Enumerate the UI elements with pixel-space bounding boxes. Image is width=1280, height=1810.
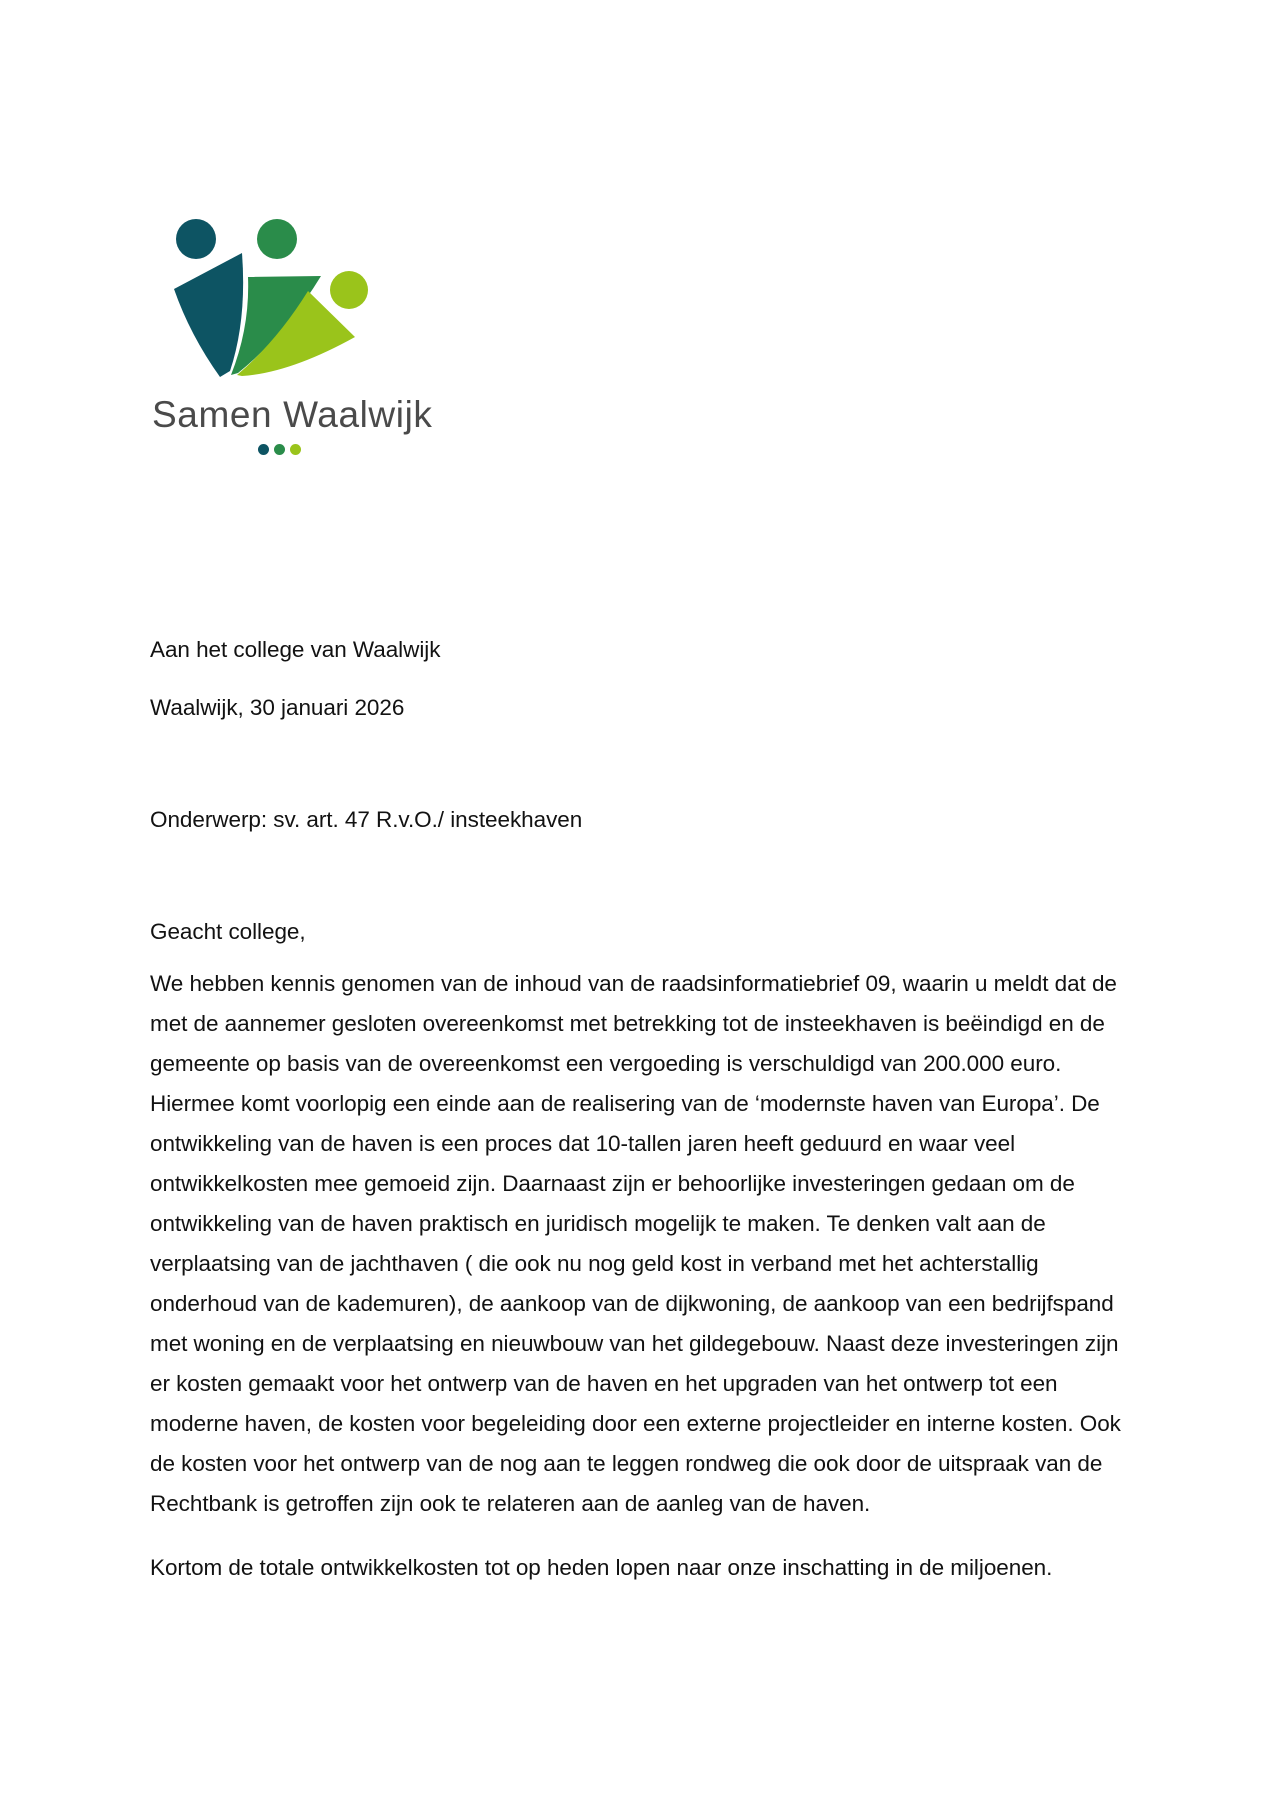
body-paragraph: Kortom de totale ontwikkelkosten tot op heden lopen naar onze inschatting in de miljoenen. (150, 1555, 1053, 1580)
three-dots-accent-icon (258, 444, 470, 455)
addressee-line: Aan het college van Waalwijk (150, 637, 441, 662)
dateline: Waalwijk, 30 januari 2026 (150, 695, 405, 720)
samen-waalwijk-logo-icon (150, 215, 380, 390)
letterhead (150, 215, 470, 455)
subject-line: Onderwerp: sv. art. 47 R.v.O./ insteekhaven (150, 807, 583, 832)
salutation: Geacht college, (150, 919, 306, 944)
logo-wordmark: Samen Waalwijk (152, 394, 433, 435)
body-paragraph: We hebben kennis genomen van de inhoud van de raadsinformatiebrief 09, waarin u meldt dat de met de aannemer gesloten overeenkomst met betrekking tot de insteekhaven is beëindigd en de gemeente op basis van de overeenkomst een vergoeding is verschuldigd van 200.000 euro. Hiermee komt voorlopig een einde aan de realisering van de ‘modernste haven van Europa’. De ontwikkeling van de haven is een proces dat 10-tallen jaren heeft geduurd en waar veel ontwikkelkosten mee gemoeid zijn. Daarnaast zijn er behoorlijke investeringen gedaan om de ontwikkeling van de haven praktisch en juridisch mogelijk te maken. Te denken valt aan de verplaatsing van de jachthaven ( die ook nu nog geld kost in verband met het achterstallig onderhoud van de kademuren), de aankoop van de dijkwoning, de aankoop van een bedrijfspand met woning en de verplaatsing en nieuwbouw van het gildegebouw. Naast deze investeringen zijn er kosten gemaakt voor het ontwerp van de haven en het upgraden van het ontwerp tot een moderne haven, de kosten voor begeleiding door een externe projectleider en interne kosten. Ook de kosten voor het ontwerp van de nog aan te leggen rondweg die ook door de uitspraak van de Rechtbank is getroffen zijn ook te relateren aan de aanleg van de haven. (150, 971, 1121, 1516)
letter-body (150, 630, 1125, 1588)
